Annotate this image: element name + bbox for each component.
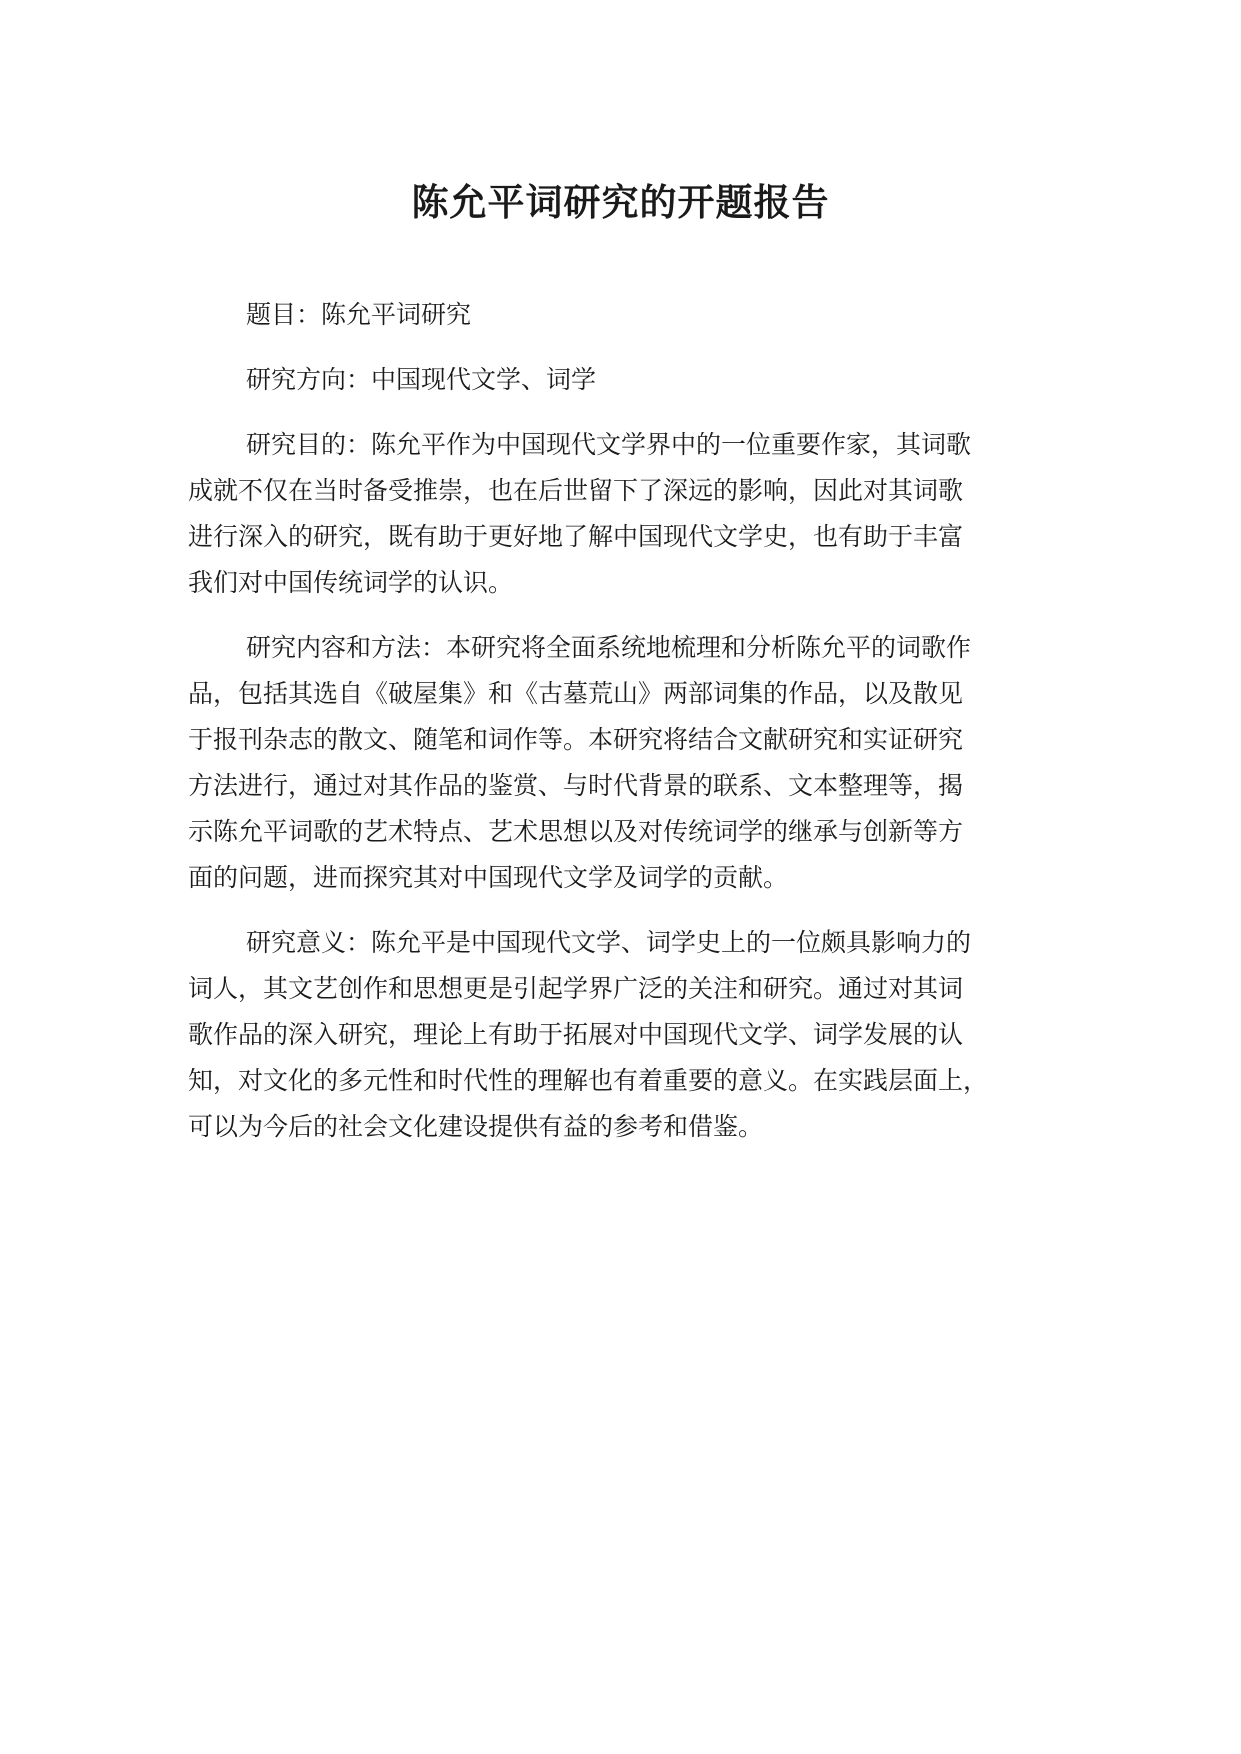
- paragraph-line: 于报刊杂志的散文、随笔和词作等。本研究将结合文献研究和实证研究: [188, 725, 964, 754]
- paragraph-line: 词人，其文艺创作和思想更是引起学界广泛的关注和研究。通过对其词: [188, 974, 964, 1003]
- paragraph-line: 我们对中国传统词学的认识。: [188, 568, 514, 597]
- paragraph-line: 研究方向：中国现代文学、词学: [246, 365, 597, 394]
- paragraph-line: 知，对文化的多元性和时代性的理解也有着重要的意义。在实践层面上，: [188, 1066, 989, 1095]
- paragraph-research-direction: [188, 357, 1088, 403]
- paragraph-line: 歌作品的深入研究，理论上有助于拓展对中国现代文学、词学发展的认: [188, 1020, 964, 1049]
- paragraph-line: 方法进行，通过对其作品的鉴赏、与时代背景的联系、文本整理等，揭: [188, 771, 964, 800]
- paragraph-content-and-method: [188, 625, 1088, 901]
- paragraph-topic: [188, 292, 1088, 338]
- paragraph-line: 研究内容和方法：本研究将全面系统地梳理和分析陈允平的词歌作: [246, 633, 972, 662]
- paragraph-line: 题目：陈允平词研究: [246, 300, 472, 329]
- paragraph-line: 研究意义：陈允平是中国现代文学、词学史上的一位颇具影响力的: [246, 928, 972, 957]
- document-body: [188, 292, 1088, 1169]
- paragraph-line: 可以为今后的社会文化建设提供有益的参考和借鉴。: [188, 1112, 764, 1141]
- paragraph-line: 品，包括其选自《破屋集》和《古墓荒山》两部词集的作品，以及散见: [188, 679, 964, 708]
- paragraph-line: 成就不仅在当时备受推崇，也在后世留下了深远的影响，因此对其词歌: [188, 476, 964, 505]
- paragraph-line: 进行深入的研究，既有助于更好地了解中国现代文学史，也有助于丰富: [188, 522, 964, 551]
- paragraph-research-significance: [188, 920, 1088, 1150]
- document-title: 陈允平词研究的开题报告: [411, 181, 830, 224]
- paragraph-line: 面的问题，进而探究其对中国现代文学及词学的贡献。: [188, 863, 789, 892]
- paragraph-line: 示陈允平词歌的艺术特点、艺术思想以及对传统词学的继承与创新等方: [188, 817, 964, 846]
- paragraph-research-purpose: [188, 422, 1088, 606]
- paragraph-line: 研究目的：陈允平作为中国现代文学界中的一位重要作家，其词歌: [246, 430, 972, 459]
